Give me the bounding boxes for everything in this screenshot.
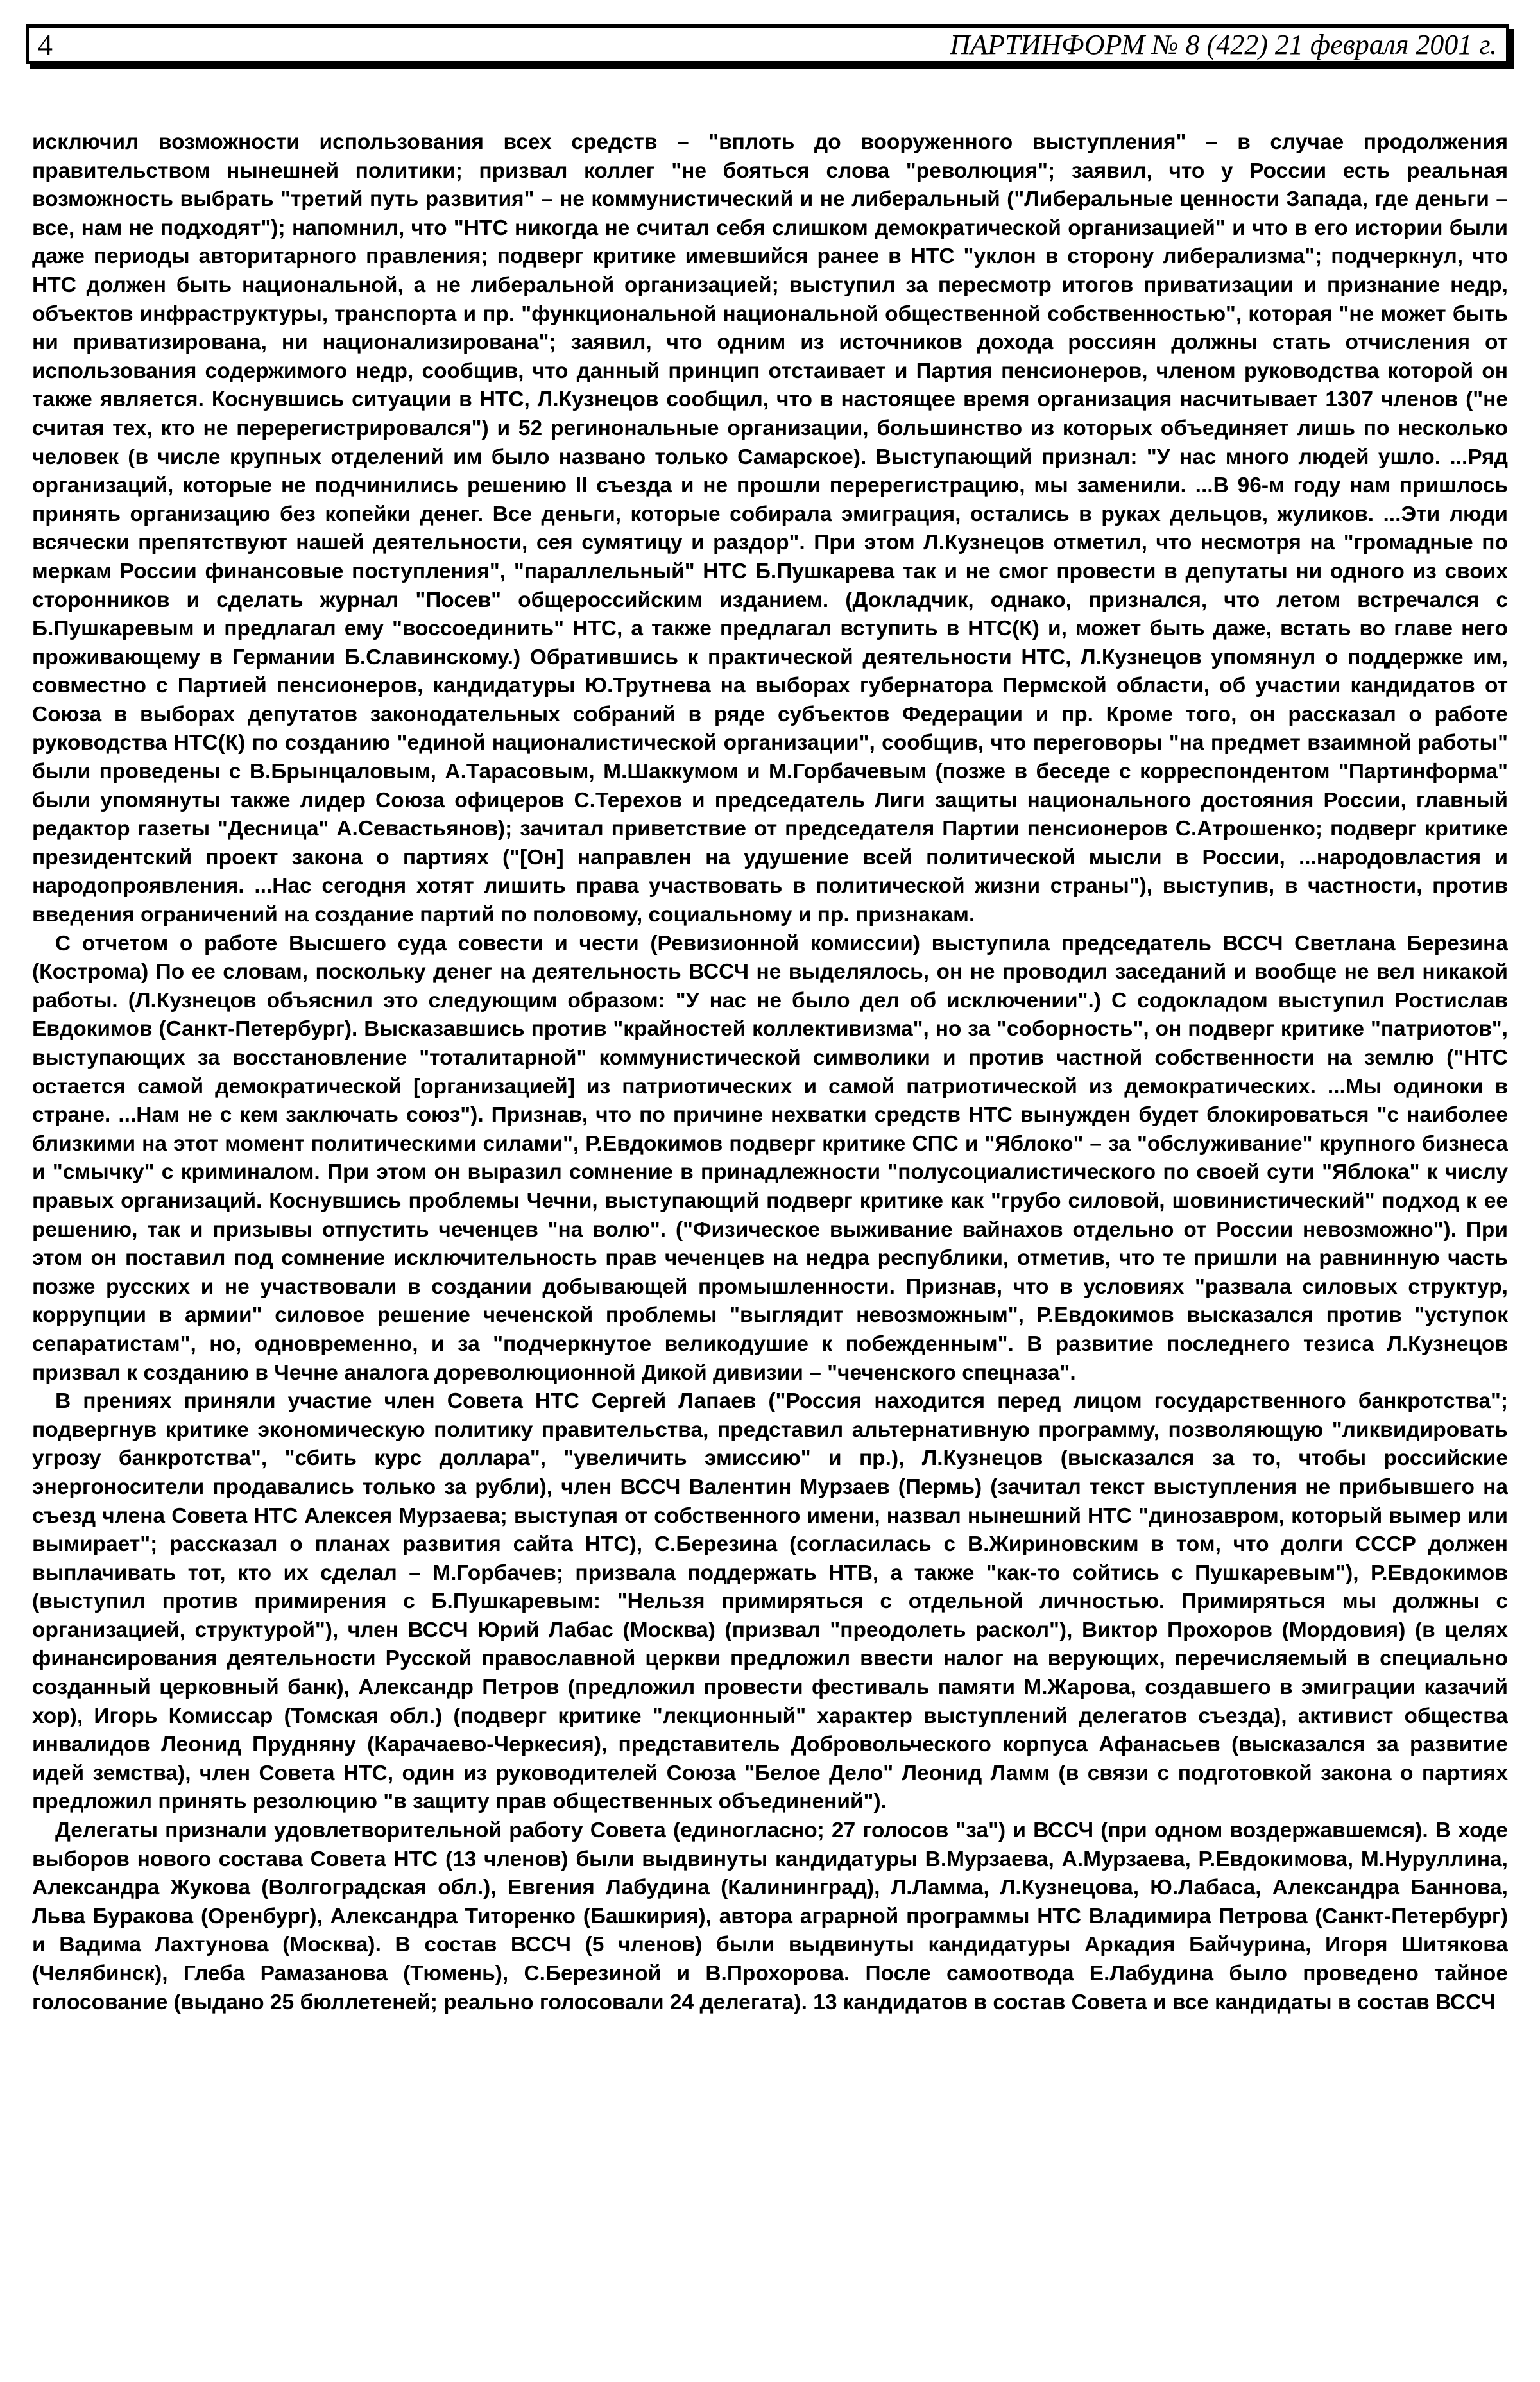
- paragraph-4: Делегаты признали удовлетворительной работу Совета (единогласно; 27 голосов "за") и ВССЧ (при одном воздержавшемся). В ходе выборов нового состава Совета НТС (13 членов) были выдвинуты кандидатуры В.Мурзаева, А.Мурзаева, Р.Евдокимова, М.Нуруллина, Александра Жукова (Волгоградская обл.), Евгения Лабудина (Калининград), Л.Ламма, Л.Кузнецова, Ю.Лабаса, Александра Баннова, Льва Буракова (Оренбург), Александра Титоренко (Башкирия), автора аграрной программы НТС Владимира Петрова (Санкт-Петербург) и Вадима Лахтунова (Москва). В состав ВССЧ (5 членов) были выдвинуты кандидатуры Аркадия Байчурина, Игоря Шитякова (Челябинск), Глеба Рамазанова (Тюмень), С.Березиной и В.Прохорова. После самоотвода Е.Лабудина было проведено тайное голосование (выдано 25 бюллетеней; реально голосовали 24 делегата). 13 кандидатов в состав Совета и все кандидаты в состав ВССЧ: [32, 1819, 1508, 2014]
- issue-title: ПАРТИНФОРМ № 8 (422) 21 февраля 2001 г.: [950, 28, 1497, 60]
- paragraph-3: В прениях приняли участие член Совета НТС Сергей Лапаев ("Россия находится перед лицом государственного банкротства"; подвергнув критике экономическую политику правительства, представил альтернативную программу, позволяющую "ликвидировать угрозу банкротства", "сбить курс доллара", "увеличить эмиссию" и пр.), Л.Кузнецов (высказался за то, чтобы российские энергоносители продавались только за рубли), член ВССЧ Валентин Мурзаев (Пермь) (зачитал текст выступления не прибывшего на съезд члена Совета НТС Алексея Мурзаева; выступая от собственного имени, назвал нынешний НТС "динозавром, который вымер или вымирает"; рассказал о планах развития сайта НТС), С.Березина (согласилась с В.Жириновским в том, что долги СССР должен выплачивать тот, кто их сделал – М.Горбачев; призвала поддержать НТВ, а также "как-то сойтись с Пушкаревым"), Р.Евдокимов (выступил против примирения с Б.Пушкаревым: "Нельзя примиряться с отдельной личностью. Примиряться мы должны с организацией, структурой"), член ВССЧ Юрий Лабас (Москва) (призвал "преодолеть раскол"), Виктор Прохоров (Мордовия) (в целях финансирования деятельности Русской православной церкви предложил ввести налог на верующих, перечисляемый в специально созданный церковный банк), Александр Петров (предложил провести фестиваль памяти М.Жарова, создавшего в эмиграции казачий хор), Игорь Комиссар (Томская обл.) (подверг критике "лекционный" характер выступлений делегатов съезда), активист общества инвалидов Леонид Прудняну (Карачаево-Черкесия), представитель Добровольческого корпуса Афанасьев (высказался за развитие идей земства), член Совета НТС, один из руководителей Союза "Белое Дело" Леонид Ламм (в связи с подготовкой закона о партиях предложил принять резолюцию "в защиту прав общественных объединений").: [32, 1389, 1508, 1814]
- paragraph-1: исключил возможности использования всех средств – "вплоть до вооруженного выступления" – в случае продолжения правительством нынешней политики; призвал коллег "не бояться слова "революция"; заявил, что у России есть реальная возможность выбрать "третий путь развития" – не коммунистический и не либеральный ("Либеральные ценности Запада, где деньги – все, нам не подходят"); напомнил, что "НТС никогда не считал себя слишком демократической организацией" и что в его истории были даже периоды авторитарного правления; подверг критике имевшийся ранее в НТС "уклон в сторону либерализма"; подчеркнул, что НТС должен быть национальной, а не либеральной организацией; выступил за пересмотр итогов приватизации и признание недр, объектов инфраструктуры, транспорта и пр. "функциональной национальной общественной собственностью", которая "не может быть ни приватизирована, ни национализирована"; заявил, что одним из источников дохода россиян должны стать отчисления от использования содержимого недр, сообщив, что данный принцип отстаивает и Партия пенсионеров, членом руководства которой он также является. Коснувшись ситуации в НТС, Л.Кузнецов сообщил, что в настоящее время организация насчитывает 1307 членов ("не считая тех, кто не перерегистрировался") и 52 регинональные организации, большинство из которых объединяет лишь по несколько человек (в числе крупных отделений им было названо только Самарское). Выступающий признал: "У нас много людей ушло. ...Ряд организаций, которые не подчинились решению II съезда и не прошли перерегистрацию, мы заменили. ...В 96-м году нам пришлось принять организацию без копейки денег. Все деньги, которые собирала эмиграция, остались в руках дельцов, жуликов. ...Эти люди всячески препятствуют нашей деятельности, сея сумятицу и раздор". При этом Л.Кузнецов отметил, что несмотря на "громадные по меркам России финансовые поступления", "параллельный" НТС Б.Пушкарева так и не смог провести в депутаты ни одного из своих сторонников и сделать журнал "Посев" общероссийским изданием. (Докладчик, однако, признался, что летом встречался с Б.Пушкаревым и предлагал ему "воссоединить" НТС, а также предлагал вступить в НТС(К) и, может быть даже, встать во главе него проживающему в Германии Б.Славинскому.) Обратившись к практической деятельности НТС, Л.Кузнецов упомянул о поддержке им, совместно с Партией пенсионеров, кандидатуры Ю.Трутнева на выборах губернатора Пермской области, об участии кандидатов от Союза в выборах депутатов законодательных собраний в ряде субъектов Федерации и пр. Кроме того, он рассказал о работе руководства НТС(К) по созданию "единой националистической организации", сообщив, что переговоры "на предмет взаимной работы" были проведены с В.Брынцаловым, А.Тарасовым, М.Шаккумом и М.Горбачевым (позже в беседе с корреспондентом "Партинформа" были упомянуты также лидер Союза офицеров С.Терехов и председатель Лиги защиты национального достояния России, главный редактор газеты "Десница" А.Севастьянов); зачитал приветствие от председателя Партии пенсионеров С.Атрошенко; подверг критике президентский проект закона о партиях ("[Он] направлен на удушение всей политической мысли в России, ...народовластия и народопроявления. ...Нас сегодня хотят лишить права участвовать в политической жизни страны"), выступив, в частности, против введения ограничений на создание партий по половому, социальному и пр. признакам.: [32, 130, 1508, 927]
- page-header: [26, 24, 1509, 64]
- paragraph-2: С отчетом о работе Высшего суда совести и чести (Ревизионной комиссии) выступила председатель ВССЧ Светлана Березина (Кострома) По ее словам, поскольку денег на деятельность ВССЧ не выделялось, он не проводил заседаний и вообще не вел никакой работы. (Л.Кузнецов объяснил это следующим образом: "У нас не было дел об исключении".) С содокладом выступил Ростислав Евдокимов (Санкт-Петербург). Высказавшись против "крайностей коллективизма", но за "соборность", он подверг критике "патриотов", выступающих за восстановление "тоталитарной" коммунистической символики и против частной собственности на землю ("НТС остается самой демократической [организацией] из патриотических и самой патриотической из демократических. ...Мы одиноки в стране. ...Нам не с кем заключать союз"). Признав, что по причине нехватки средств НТС вынужден будет блокироваться "с наиболее близкими на этот момент политическими силами", Р.Евдокимов подверг критике СПС и "Яблоко" – за "обслуживание" крупного бизнеса и "смычку" с криминалом. При этом он выразил сомнение в принадлежности "полусоциалистического по своей сути "Яблока" к числу правых организаций. Коснувшись проблемы Чечни, выступающий подверг критике как "грубо силовой, шовинистический" подход к ее решению, так и призывы отпустить чеченцев "на волю". ("Физическое выживание вайнахов отдельно от России невозможно"). При этом он поставил под сомнение исключительность прав чеченцев на недра республики, отметив, что те пришли на равнинную часть позже русских и не участвовали в создании добывающей промышленности. Признав, что в условиях "развала силовых структур, коррупции в армии" силовое решение чеченской проблемы "выглядит невозможным", Р.Евдокимов высказался против "уступок сепаратистам", но, одновременно, и за "подчеркнутое великодушие к побежденным". В развитие последнего тезиса Л.Кузнецов призвал к созданию в Чечне аналога дореволюционной Дикой дивизии – "чеченского спецназа".: [32, 931, 1508, 1385]
- article-body: [32, 128, 1508, 2336]
- page-number: 4: [38, 28, 53, 61]
